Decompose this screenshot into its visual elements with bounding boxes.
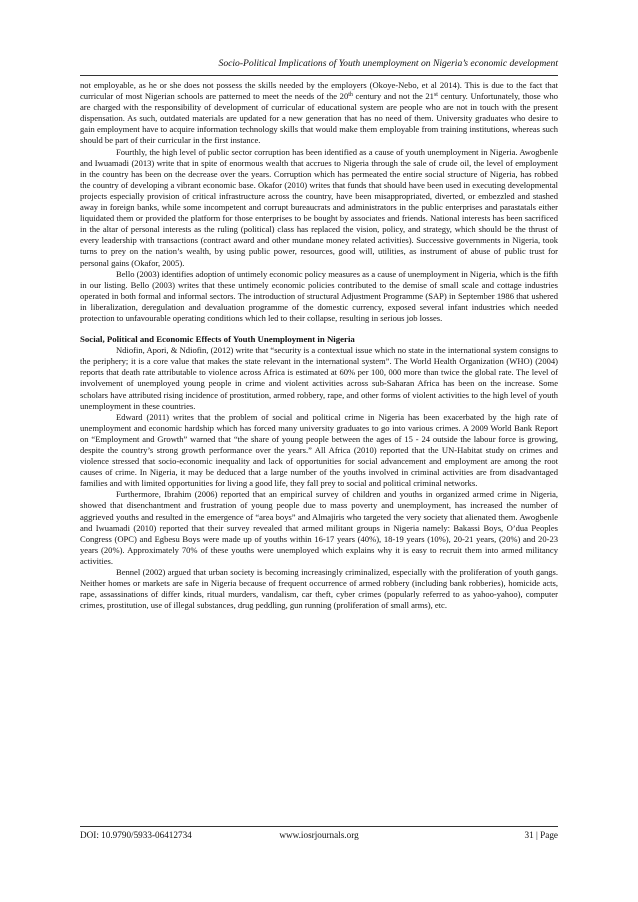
paragraph <box>80 567 558 611</box>
paragraph-text: century. Unfortunately, those who are charged with the responsibility of development of curricular of educational system are people who are not in touch with the present dispensation. As such, outdated materials are updated for a new generation that has no need of them. University graduates who desire to gain employment have to acquire information technology skills that would make them employable from training institutions, whereas such should be part of their curricular in the first instance. <box>80 91 558 146</box>
page-footer <box>80 829 558 841</box>
section-heading: Social, Political and Economic Effects of Youth Unemployment in Nigeria <box>80 334 355 345</box>
pre-section-paragraphs <box>80 80 558 324</box>
paragraph <box>80 412 558 490</box>
paragraph-text: Ndiofin, Apori, & Ndiofin, (2012) write that “security is a contextual issue which no state in the international system consigns to the periphery; it is a core value that makes the state relevant in the international system”. The World Health Organization (WHO) (2004) reports that death rate attributable to violence across Africa is estimated at 60% per 100, 000 more than twice the global rate. The level of involvement of unemployed young people in crime and violent activities across sub-Saharan Africa has been on the increase. Some scholars have attributed rising incidence of prostitution, armed robbery, rape, and other forms of violent activities to the high level of youth unemployment in these countries. <box>80 345 558 411</box>
paragraph <box>80 489 558 567</box>
superscript: th <box>348 92 353 99</box>
section-paragraphs <box>80 345 558 611</box>
running-title: Socio-Political Implications of Youth unemployment on Nigeria’s economic development <box>218 58 558 69</box>
paragraph <box>80 345 558 412</box>
paragraph-text: not employable, as he or she does not possess the skills needed by the employers (Okoye-Nebo, et al 2014). This is due to the fact that curricular of most Nigerian schools are patterned to meet the needs of the 20 <box>80 80 558 102</box>
footer-website: www.iosrjournals.org <box>279 830 359 840</box>
paragraph-text: Bello (2003) identifies adoption of untimely economic policy measures as a cause of unemployment in Nigeria, which is the fifth in our listing. Bello (2003) writes that these untimely economic policies contributed to the demise of small scale and cottage industries operated in both formal and informal sectors. The introduction of structural Adjustment Programme (SAP) in September 1986 that ushered in liberalization, deregulation and devaluation programme of the domestic currency, exposed several infant industries which needed protection to unfavourable operating conditions which led to their collapse, resulting in serious job losses. <box>80 268 558 323</box>
running-header <box>80 58 558 70</box>
footer-rule <box>80 826 558 827</box>
header-rule <box>80 75 558 76</box>
footer-page-number: 31 | Page <box>524 830 558 840</box>
paragraph-text: century and not the 21 <box>352 91 434 102</box>
superscript: st <box>433 92 438 99</box>
footer-doi: DOI: 10.9790/5933-06412734 <box>80 830 192 840</box>
paragraph-text: Fourthly, the high level of public sector corruption has been identified as a cause of youth unemployment in Nigeria. Awogbenle and Iwuamadi (2013) write that in spite of enormous wealth that accrues to Nigeria through the sale of crude oil, the level of employment in the country has been on the decrease over the years. Corruption which has permeated the entire social structure of Nigeria, has robbed the country of developing a vibrant economic base. Okafor (2010) writes that funds that should have been used in executing developmental projects especially provision of critical infrastructure across the country, have been misappropriated, diverted, or embezzled and stashed away in foreign banks, while some incompetent and corrupt bureaucrats and administrators in the public enterprises and parastatals either liquidated them or provided the platform for those enterprises to be bought by associates and friends. National interests has been sacrificed in the altar of personal interests as the ruling (political) class has replaced the vision, policy, and strategy, which should be the thrust of every leadership with transactions (contract award and other mundane money related activities). Successive governments in Nigeria, took turns to prey on the nation’s wealth, by using public power, resources, good will, utilities, as instrument of abuse of public trust for personal gains (Okafor, 2005). <box>80 146 558 268</box>
paragraph-text: Bennel (2002) argued that urban society is becoming increasingly criminalized, especially with the proliferation of youth gangs. Neither homes or markets are safe in Nigeria because of frequent occurrence of armed robbery (including bank robberies), homicide acts, rape, assassinations of differ kinds, ritual murders, vandalism, car theft, cyber crimes (popularly referred to as yahoo-yahoo), computer crimes, prostitution, use of illegal substances, drug peddling, gun running (proliferation of small arms), etc. <box>80 567 558 611</box>
paragraph <box>80 80 558 147</box>
paragraph <box>80 147 558 269</box>
article-body <box>80 80 558 611</box>
paragraph-text: Edward (2011) writes that the problem of social and political crime in Nigeria has been exacerbated by the high rate of unemployment and economic hardship which has forced many university graduates to go into various crimes. A 2009 World Bank Report on “Employment and Growth” warned that “the share of young people between the ages of 15 - 24 outside the labour force is growing, despite the country’s strong growth performance over the years.” All Africa (2010) reported that the UN-Habitat study on crimes and violence stressed that socio-economic inequality and lack of opportunities for social advancement and employment are among the root causes of crime. In Nigeria, it may be deduced that a large number of the youths involved in criminal activities are from disadvantaged families and with limited opportunities for living a good life, they fall prey to social and political criminal networks. <box>80 411 558 489</box>
paragraph-text: Furthermore, Ibrahim (2006) reported that an empirical survey of children and youths in organized armed crime in Nigeria, showed that disenchantment and frustration of young people due to mass poverty and unemployment, has increased the number of aggrieved youths and resulted in the emergence of “area boys” and Almajiris who targeted the very society that alienated them. Awogbenle and Iwuamadi (2010) reported that their survey revealed that armed militant groups in Nigeria namely: Bakassi Boys, O’dua Peoples Congress (OPC) and Egbesu Boys were made up of youths within 16-17 years (40%), 18-19 years (10%), 20-21 years, (20%) and 20-23 years (20%). Approximately 70% of these youths were unemployed which explains why it is easy to recruit them into armed militancy activities. <box>80 489 558 566</box>
paragraph <box>80 269 558 324</box>
